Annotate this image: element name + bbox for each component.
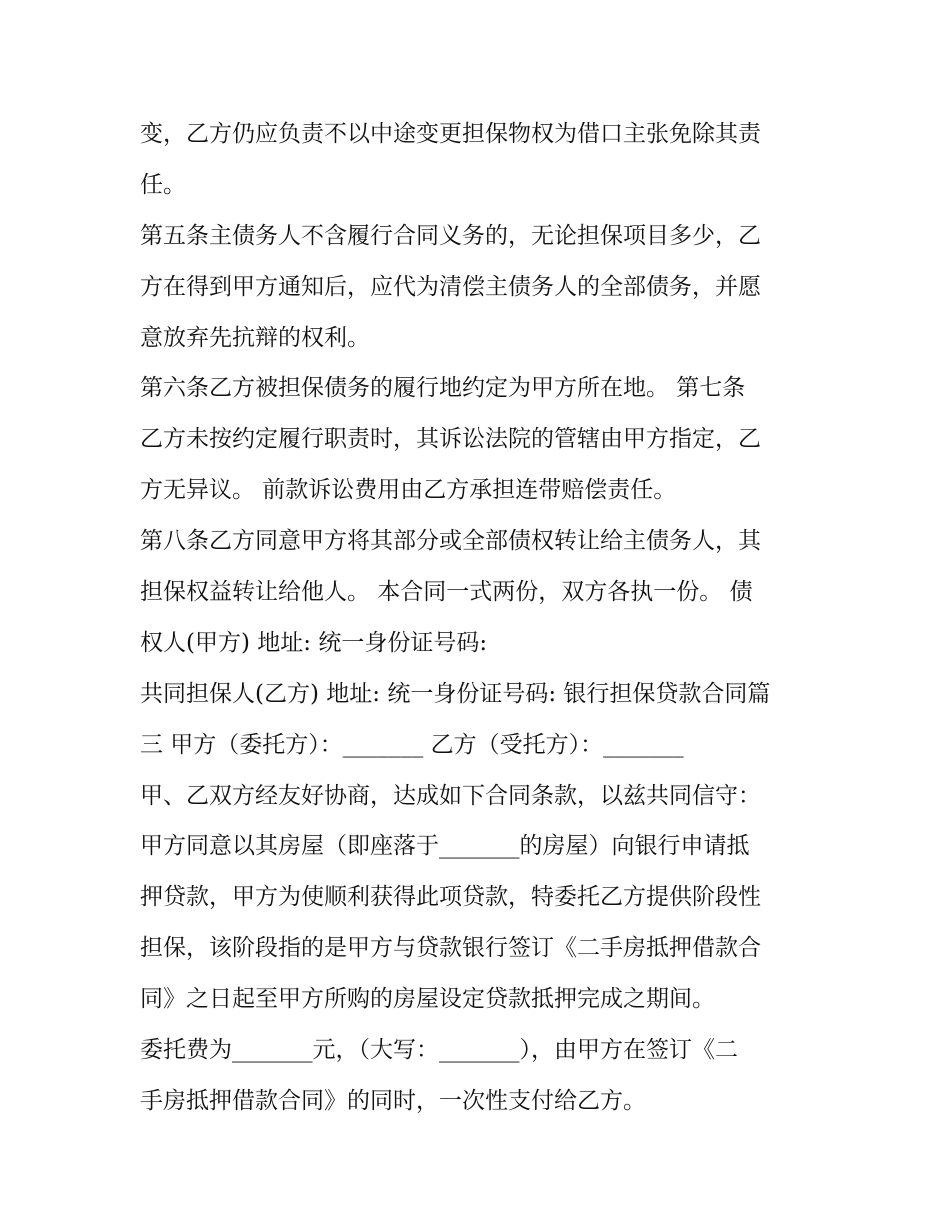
text-line: 方在得到甲方通知后，应代为清偿主债务人的全部债务，并愿 <box>140 273 761 300</box>
text-line: 第六条乙方被担保债务的履行地约定为甲方所在地。 第七条 <box>140 375 746 402</box>
text-line: 意放弃先抗辩的权利。 <box>140 324 370 351</box>
text-line: 任。 <box>140 171 186 198</box>
text-line: 手房抵押借款合同》的同时，一次性支付给乙方。 <box>140 1087 646 1114</box>
text-line: 委托费为_______元，（大写：_______），由甲方在签订《二 <box>140 1037 738 1064</box>
text-line: 乙方未按约定履行职责时，其诉讼法院的管辖由甲方指定，乙 <box>140 426 761 453</box>
text-line: 甲、乙双方经友好协商，达成如下合同条款，以兹共同信守： <box>140 782 761 809</box>
text-line: 共同担保人(乙方) 地址: 统一身份证号码: 银行担保贷款合同篇 <box>140 680 771 707</box>
text-line: 担保权益转让给他人。 本合同一式两份，双方各执一份。 债 <box>140 579 753 606</box>
text-line: 方无异议。 前款诉讼费用由乙方承担连带赔偿责任。 <box>140 477 677 504</box>
text-line: 押贷款，甲方为使顺利获得此项贷款，特委托乙方提供阶段性 <box>140 884 761 911</box>
text-line: 担保，该阶段指的是甲方与贷款银行签订《二手房抵押借款合 <box>140 935 761 962</box>
document-body <box>140 109 820 1127</box>
text-line: 三 甲方（委托方）：_______ 乙方（受托方）：_______ <box>140 731 684 758</box>
text-line: 变，乙方仍应负责不以中途变更担保物权为借口主张免除其责 <box>140 121 761 147</box>
text-line: 第五条主债务人不含履行合同义务的，无论担保项目多少，乙 <box>140 222 761 249</box>
text-line: 甲方同意以其房屋（即座落于_______的房屋）向银行申请抵 <box>140 833 750 860</box>
text-line: 同》之日起至甲方所购的房屋设定贷款抵押完成之期间。 <box>140 986 715 1013</box>
text-line: 第八条乙方同意甲方将其部分或全部债权转让给主债务人，其 <box>140 528 761 555</box>
text-line: 权人(甲方) 地址: 统一身份证号码: <box>140 629 488 656</box>
